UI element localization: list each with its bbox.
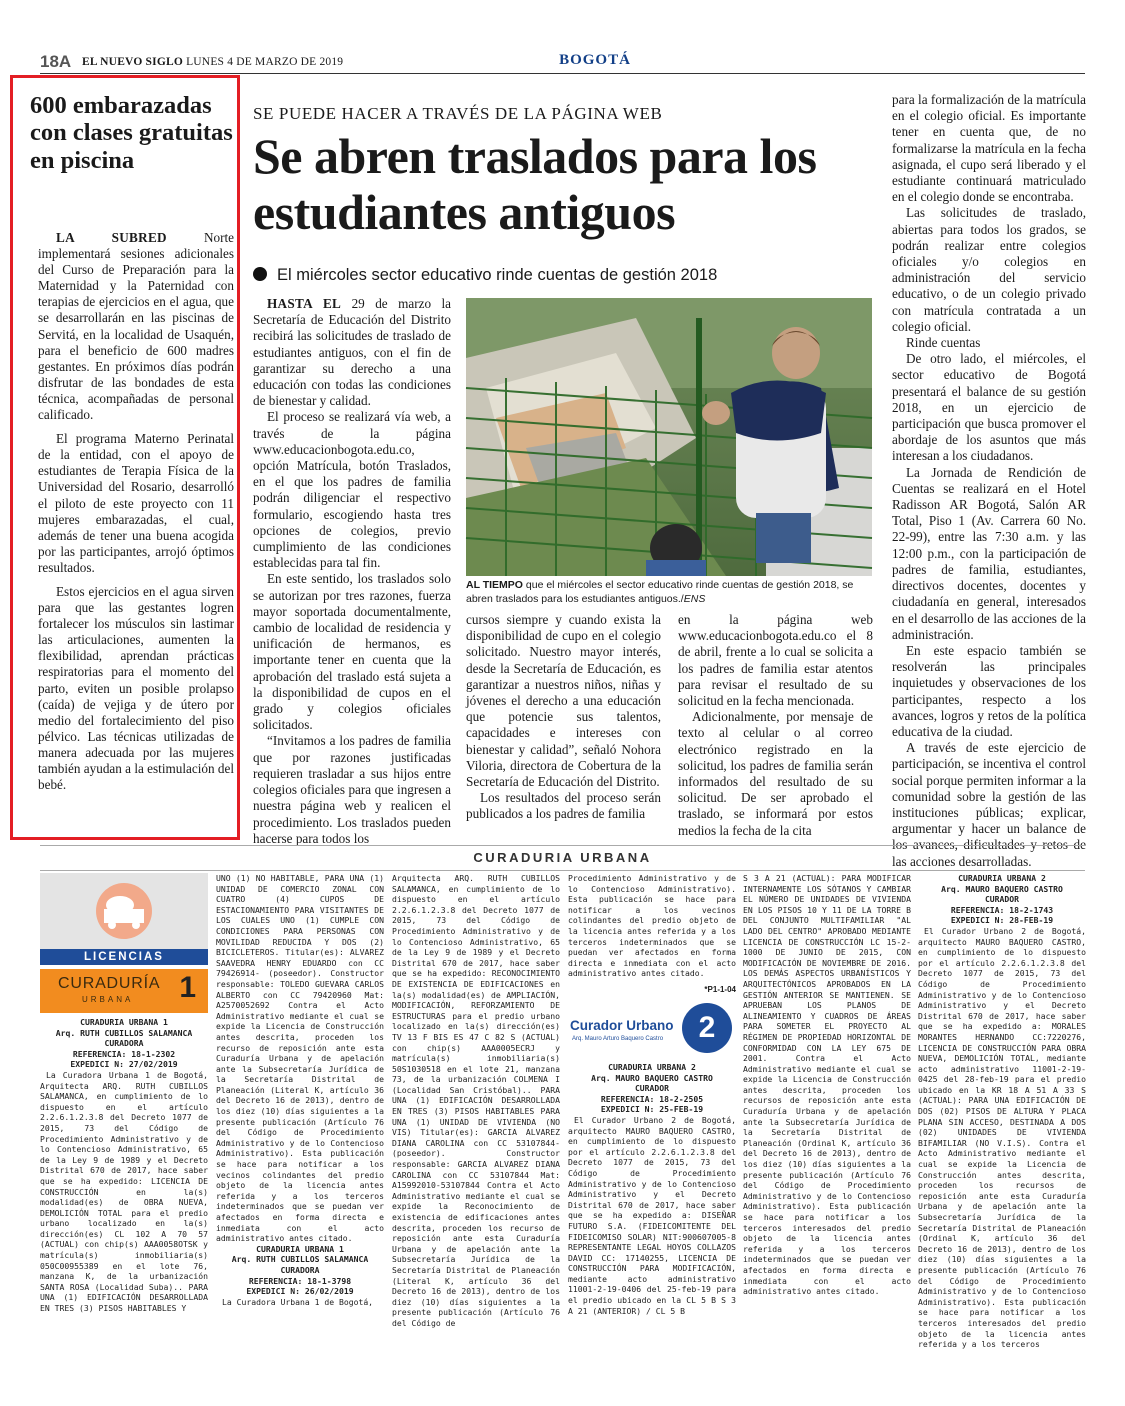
sidebar-paragraph: El programa Materno Perinatal de la entidad, con el apoyo de estudiantes de Terapia Física de la Universidad del Rosario, desarrolló el piloto de este proyecto con 11 mujeres embarazadas, el cual, además de tener una buena acogida por las participantes, arrojó óptimos resultados. <box>38 431 234 575</box>
subhead-text: El miércoles sector educativo rinde cuentas de gestión 2018 <box>277 266 718 284</box>
paper-date-line <box>82 56 343 68</box>
curador2-logo-number: 2 <box>698 1011 716 1044</box>
notice-column-4-bottom <box>568 1062 736 1348</box>
notice-heading-line: REFERENCIA: 18-1-2302 <box>72 1048 176 1059</box>
article-paragraph: En este sentido, los traslados solo se autorizan por tres razones, fuerza mayor soportada documentalmente, cambio de localidad de residencia y unificación de hermanos, es importante tener en cuenta que la aprobación del traslado está sujeta a la disponibilidad de cupos en el grado y colegios oficiales solicitados. <box>253 571 451 733</box>
article-column-1 <box>253 296 451 847</box>
notice-heading-line: EXPEDICI N: 26/02/2019 <box>246 1286 354 1297</box>
caption-credit: ENS <box>683 593 706 605</box>
notice-column-2 <box>216 873 384 1348</box>
curador-urbano-2-logo <box>568 1000 736 1056</box>
licencias-badge <box>40 873 208 1013</box>
notice-heading-line: CURADOR <box>634 1083 670 1094</box>
notice-heading-line: CURADURIA URBANA 2 <box>608 1062 696 1072</box>
section-name: BOGOTÁ <box>559 52 631 68</box>
article-intertitle: Rinde cuentas <box>906 335 981 351</box>
notice-column-4-top <box>568 873 736 979</box>
notices-header: CURADURIA URBANA <box>40 845 1085 871</box>
notice-code-ref: *P1-1-04 <box>704 985 736 994</box>
article-paragraph: Los resultados del proceso serán publicados a los padres de familia <box>466 790 661 822</box>
cement-mixer-icon <box>40 873 208 949</box>
article-paragraph: para la formalización de la matrícula en el colegio oficial. Es importante tener en cuenta que, de no formalizarse la matrícula en la fecha asignada, el cupo será liberado y el estudiante continuará matriculado en el colegio donde se encontraba. <box>892 92 1086 205</box>
masthead <box>40 52 1085 74</box>
notice-heading-line: Arq. RUTH CUBILLOS SALAMANCA <box>55 1027 193 1038</box>
article-paragraph: A través de este ejercicio de participación, se incentiva el control social porque permiten informar a la comunidad sobre la gestión de las instituciones públicas; explicar, argumentar y hacer un balance de los avances, dificultades y retos de las acciones desarrolladas. <box>892 740 1086 869</box>
notice-heading-line: Arq. MAURO BAQUERO CASTRO <box>941 883 1063 894</box>
article-kicker: SE PUEDE HACER A TRAVÉS DE LA PÁGINA WEB <box>253 104 663 123</box>
notice-column-1 <box>40 1017 208 1347</box>
notice-column-3 <box>392 873 560 1348</box>
notice-heading-line: CURADORA <box>104 1038 144 1049</box>
article-paragraph: Las solicitudes de traslado, abiertas para todos los grados, se podrán realizar entre colegios oficiales y/o colegios en administración del servicio educativo, o de un colegio privado con matrícula contratada a un colegio oficial. <box>892 205 1086 334</box>
curaduria-1-logo <box>40 969 208 1013</box>
notice-heading-line: CURADURIA URBANA 1 <box>256 1243 344 1254</box>
notice-heading-line: REFERENCIA: 18-2-2505 <box>600 1093 704 1104</box>
article-photo <box>466 298 872 576</box>
notice-body: Procedimiento Administrativo y de lo Contencioso Administrativo). Esta publicación se hace para notificar a los vecinos colindantes del predio objeto de la licencia antes referida y a los terceros indeterminados que se puedan ver afectados en forma directa e inmediata con el acto administrativo antes citado. <box>568 873 736 979</box>
article-paragraph: cursos siempre y cuando exista la disponibilidad de cupo en el colegio solicitado. Nuestro mayor interés, desde la Secretaría de Educación, es garantizar a nuestros niños, niñas y jóvenes el derecho a una educación que potencie sus talentos, capacidades e intereses con bienestar y calidad”, señaló Nohora Viloria, directora de Cobertura de la Secretaría de Educación del Distrito. <box>466 612 661 790</box>
article-column-4 <box>892 92 1086 870</box>
article-paragraph: En este espacio también se resolverán las principales inquietudes y observaciones de los participantes, respecto a los avances, logros y retos de la política educativa de la ciudad. <box>892 642 1086 739</box>
curaduria-logo-number: 1 <box>179 971 196 1004</box>
notice-body: S 3 A 21 (ACTUAL): PARA MODIFICAR INTERNAMENTE LOS SÓTANOS Y CAMBIAR EL NÚMERO DE UNIDADES DE VIVIENDA EN LOS PISOS 10 Y 11 DE LA TORRE B DEL CONJUNTO MULTIFAMILIAR "AL LADO DEL CENTRO" APROBADO MEDIANTE LICENCIA DE CONSTRUCCIÓN LC 15-2-1000 DE JUNIO DE 2015, CON MODIFICACIÓN DE NOVIEMBRE DE 2016. LOS DEMÁS ASPECTOS URBANÍSTICOS Y ARQUITECTÓNICOS APROBADOS EN LA GESTIÓN ANTERIOR SE MANTIENEN. SE APRUEBAN LOS PLANOS DE ALINEAMIENTO Y CUADROS DE ÁREAS PARA SOMETER EL PROYECTO AL RÉGIMEN DE PROPIEDAD HORIZONTAL DE CONFORMIDAD CON LA LEY 675 DE 2001. Contra el Acto Administrativo mediante el cual se expide la Licencia de Construcción antes descrita, proceden los recursos de reposición ante esta Curaduría Urbana y de apelación ante la Subsecretaría Jurídica de la Secretaría Distrital de Planeación (Ordinal K, artículo 36 del Decreto 16 de 2013), dentro de los diez (10) días siguientes a la presente publicación (Artículo 76 del Código de Procedimiento Administrativo y de lo Contencioso Administrativo). Esta publicación se hace para notificar a los terceros interesados del predio objeto de la licencia antes referida y a los terceros indeterminados que se puedan ver afectados en forma directa e inmediata con el acto administrativo antes citado. <box>743 873 911 1297</box>
article-column-3 <box>678 612 873 839</box>
notice-heading-line: EXPEDICI N: 27/02/2019 <box>70 1059 178 1070</box>
notice-body: El Curador Urbano 2 de Bogotá, arquitecto MAURO BAQUERO CASTRO, en cumplimiento de lo dispuesto por el artículo 2.2.6.1.2.3.8 del Decreto 1077 de 2015, 73 del Código de Procedimiento Administrativo y de lo Contencioso Administrativo y el Decreto Distrital 670 de 2017, hace saber que se ha expedido a: MORALES MORANTES HERNANDO CC:7220276, LICENCIA DE CONSTRUCCIÓN PARA OBRA NUEVA, DEMOLICIÓN TOTAL, mediante acto administrativo 11001-2-19-0425 del 28-feb-19 para el predio ubicado en la KR 18 A 51 A 33 S (ACTUAL): PARA UNA EDIFICACIÓN DE DOS (02) PISOS DE ALTURA Y PLACA PLANA SIN ACCESO, DESTINADA A DOS (02) UNIDADES DE VIVIENDA BIFAMILIAR (NO V.I.S). Contra el Acto Administrativo mediante el cual se expide la Licencia de Construcción antes descrita, proceden los recursos de reposición ante esta Curaduría Urbana y de apelación ante la Subsecretaría Jurídica de la Secretaría Distrital de Planeación (Ordinal K, artículo 36 del Decreto 16 de 2013), dentro de los diez (10) días siguientes a la presente publicación (Artículo 76 del Código de Procedimiento Administrativo y de lo Contencioso Administrativo). Esta publicación se hace para notificar a los terceros interesados del predio objeto de la licencia antes referida y a los terceros <box>918 925 1086 1350</box>
article-headline: Se abren traslados para los estudiantes antiguos <box>253 128 817 240</box>
article-paragraph: Adicionalmente, por mensaje de texto al celular o al correo electrónico registrado en la solicitud, los padres de familia serán informados del resultado de su solicitud. De ser aprobado el traslado, se informará por estos medios la fecha de la cita <box>678 709 873 838</box>
sidebar-paragraph: Estos ejercicios en el agua sirven para que las gestantes logren fortalecer los músculos sin lastimar las articulaciones, aumenten la flexibilidad, aprendan prácticas respiratorias para el momento del parto, eviten un posible prolapso (caída) de vejiga y de útero por medio del fortalecimiento del piso pélvico. Las técnicas utilizadas de manera adecuada por las mujeres también ayudan a la estimulación del bebé. <box>38 583 234 793</box>
issue-date: LUNES 4 DE MARZO DE 2019 <box>186 56 344 68</box>
notice-heading-line: CURADURIA URBANA 2 <box>958 873 1046 883</box>
sidebar-lead-in: LA SUBRED <box>56 230 167 245</box>
children-at-fence-illustration <box>466 298 872 576</box>
paper-name: EL NUEVO SIGLO <box>82 56 183 68</box>
notice-body: UNO (1) NO HABITABLE, PARA UNA (1) UNIDAD DE COMERCIO ZONAL CON CUATRO (4) CUPOS DE ESTACIONAMIENTO PARA VISITANTES DE LOS CUALES UNO (1) CUMPLE CON CONDICIONES PARA PERSONAS CON MOVILIDAD REDUCIDA Y DOS (2) BICICLETEROS. Titular(es): ALVAREZ SAAVEDRA HENRY EDUARDO con CC 79426914- (poseedor). Constructor responsable: TOLEDO GUEVARA CARLOS ALBERTO con CC 79420960 Mat: A2570052692 Contra el Acto Administrativo mediante el cual se expide la Licencia de Construcción antes descrita, proceden los recurso de reposición ante esta Curaduría Urbana y de apelación ante la Subsecretaría Jurídica de la Secretaría Distrital de Planeación (Literal K, artículo 36 del Decreto 16 de 2013), dentro de los diez (10) días siguientes a la presente publicación (Artículo 76 del Código de Procedimiento Administrativo y de lo Contencioso Administrativo). Esta publicación se hace para notificar a los vecinos colindantes del predio objeto de la licencia antes referida y a los terceros indeterminados que se puedan ver afectados en forma directa e inmediata con el acto administrativo antes citado. <box>216 873 384 1244</box>
notice-heading-line: REFERENCIA: 18-2-1743 <box>950 904 1054 915</box>
notice-heading-line: Arq. MAURO BAQUERO CASTRO <box>591 1072 713 1083</box>
sidebar-body <box>38 230 234 793</box>
curaduria-logo-sub: URBANA <box>82 995 134 1004</box>
article-paragraph: en la página web www.educacionbogota.edu.co el 8 de abril, frente a lo cual se solicita a los padres de familia estar atentos para revisar el resultado de su solicitud en la fecha mencionada. <box>678 612 873 709</box>
notice-heading-line: Arq. RUTH CUBILLOS SALAMANCA <box>231 1254 369 1265</box>
notice-heading-line: EXPEDICI N: 25-FEB-19 <box>600 1104 704 1115</box>
notice-body: La Curadora Urbana 1 de Bogotá, Arquitecta ARQ. RUTH CUBILLOS SALAMANCA, en cumplimiento de lo dispuesto en el artículo 2.2.6.1.2.3.8 del Decreto 1077 de 2015, 73 del Código de Procedimiento Administrativo y de lo Contencioso Administrativo, 65 de la Ley 9 de 1989 y el Decreto Distrital 670 de 2017, hace saber que se ha expedido: LICENCIA DE CONSTRUCCIÓN en la(s) modalidad(es) de OBRA NUEVA, DEMOLICIÓN TOTAL para el predio urbano localizado en la(s) dirección(es) CL 102 A 70 57 (ACTUAL) con chip(s) AAA0058OTSK y matrícula(s) inmobiliaria(s) 050C00955389 en el lote 76, manzana K, de la urbanización SANTA ROSA (Localidad Suba).. PARA UNA (1) EDIFICACIÓN DESARROLLADA EN TRES (3) PISOS HABITABLES Y <box>40 1069 208 1314</box>
article-paragraph: “Invitamos a los padres de familia que por razones justificadas requieren trasladar a sus hijos entre colegios oficiales para que ingresen a nuestra página web y realicen el procedimiento. Los traslados pueden hacerse para todos los <box>253 733 451 846</box>
article-paragraph: El proceso se realizará vía web, a través de la página www.educacionbogota.edu.co, opción Matrícula, botón Traslados, en el que los padres de familia podrán diligenciar el respectivo formulario, escogiendo hasta tres opciones de colegios, previo cumplimiento de las condiciones establecidas para tal fin. <box>253 409 451 571</box>
page-number: 18A <box>40 52 72 71</box>
notice-body: Arquitecta ARQ. RUTH CUBILLOS SALAMANCA, en cumplimiento de lo dispuesto en el artículo 2.2.6.1.2.3.8 del Decreto 1077 de 2015, 73 del Código de Procedimiento Administrativo y de lo Contencioso Administrativo, 65 de la Ley 9 de 1989 y el Decreto Distrital 670 de 2017, hace saber que se ha expedido: RECONOCIMIENTO DE EXISTENCIA DE EDIFICACIONES en la(s) modalidad(es) de AMPLIACIÓN, MODIFICACIÓN, REFORZAMIENTO DE ESTRUCTURAS para el predio urbano localizado en la(s) dirección(es) TV 13 F BIS ES 47 C 82 S (ACTUAL) con chip(s) AAA0005ECRJ y matrícula(s) inmobiliaria(s) 50S1030518 en el lote 21, manzana 73, de la urbanización COLMENA I (Localidad San Cristóbal).. PARA UNA (1) EDIFICACIÓN DESARROLLADA EN TRES (3) PISOS HABITABLES PARA UNA (1) UNIDAD DE VIVIENDA (NO VIS) Titular(es): GARCIA ALVAREZ DIANA CAROLINA con CC 53107844- (poseedor). Constructor responsable: GARCIA ALVAREZ DIANA CAROLINA con CC 53107844 Mat: A15992010-53107844 Contra el Acto Administrativo mediante el cual se expide la Reconocimiento de existencia de edificaciones antes descrita, proceden los recurso de reposición ante esta Curaduría Urbana y de apelación ante la Subsecretaría Jurídica de la Secretaría Distrital de Planeación (Literal K, artículo 36 del Decreto 16 de 2013), dentro de los diez (10) días siguientes a la presente publicación (Artículo 76 del Código de <box>392 873 560 1328</box>
licencias-label: LICENCIAS <box>40 949 208 965</box>
photo-caption <box>466 578 872 606</box>
notice-heading-line: CURADORA <box>280 1264 320 1275</box>
article-column-2 <box>466 612 661 823</box>
caption-text: que el miércoles el sector educativo rinde cuentas de gestión 2018, se abren traslados para los estudiantes antiguos./ <box>466 579 854 605</box>
notice-column-6 <box>918 873 1086 1348</box>
article-lead-in: HASTA EL <box>267 296 342 311</box>
sidebar-paragraph-text: Norte implementará sesiones adicionales del Curso de Preparación para la Maternidad y la Paternidad con terapias de ejercicios en el agua, que se desarrollarán en las piscinas de Servitá, en la localidad de Usaquén, para el beneficio de 600 madres gestantes. En próximos días podrán disfrutar de las bondades de esta técnica, acompañadas de personal calificado. <box>38 230 234 423</box>
article-paragraph <box>253 296 451 409</box>
notice-heading-line: CURADURIA URBANA 1 <box>80 1017 168 1027</box>
article-paragraph-text: 29 de marzo la Secretaría de Educación del Distrito recibirá las solicitudes de traslado de estudiantes antiguos, con el fin de garantizar su derecho a una educación con todas las condiciones de bienestar y calidad. <box>253 296 451 409</box>
notice-heading-line: CURADOR <box>984 894 1020 905</box>
notice-body: La Curadora Urbana 1 de Bogotá, <box>222 1296 374 1307</box>
caption-lead-in: AL TIEMPO <box>466 579 523 591</box>
curador2-logo-sub: Arq. Mauro Arturo Baquero Castro <box>572 1036 664 1042</box>
bullet-icon <box>253 267 267 281</box>
article-paragraph: De otro lado, el miércoles, el sector educativo de Bogotá presentará el balance de su gestión 2018, en un ejercicio de participación que busca promover el abordaje de los asuntos que más interesan a los ciudadanos. <box>892 351 1086 464</box>
sidebar-title: 600 embarazadas con clases gratuitas en piscina <box>30 92 233 174</box>
licencias-badge-top <box>40 873 208 949</box>
notice-heading-line: EXPEDICI N: 28-FEB-19 <box>950 915 1054 926</box>
notice-body: El Curador Urbano 2 de Bogotá, arquitecto MAURO BAQUERO CASTRO, en cumplimiento de lo dispuesto por el artículo 2.2.6.1.2.3.8 del Decreto 1077 de 2015, 73 del Código de Procedimiento Administrativo y de lo Contencioso Administrativo y el Decreto Distrital 670 de 2017, hace saber que se ha expedido a: DISEÑAR FUTURO S.A. (FIDEICOMITENTE DEL FIDEICOMISO SOLAR) NIT:900607005-8 REPRESENTANTE LEGAL HOYOS COLLAZOS DAVID CC: 17140255, LICENCIA DE CONSTRUCCIÓN PARA MODIFICACIÓN, mediante acto administrativo 11001-2-19-0406 del 25-feb-19 para el predio ubicado en la CL 5 B S 3 A 21 (ANTERIOR) / CL 5 B <box>568 1114 736 1316</box>
notice-heading-line: REFERENCIA: 18-1-3798 <box>248 1275 352 1286</box>
sidebar-paragraph <box>38 230 234 423</box>
curaduria-logo-word: CURADURÍA <box>58 975 161 992</box>
notice-column-5 <box>743 873 911 1348</box>
curador2-logo-word: Curador Urbano <box>570 1018 674 1033</box>
article-paragraph: La Jornada de Rendición de Cuentas se realizará en el Hotel Radisson AR Bogotá, Salón AR Total, Piso 1 (Av. Carrera 60 No. 22-99), entre las 7:30 a.m. y las 12:00 p.m., con la participación de padres de familia, estudiantes, directivos docentes, docentes y ciudadanía en general, interesados en el desarrollo de las acciones de la administración. <box>892 464 1086 642</box>
article-subhead <box>253 266 717 285</box>
